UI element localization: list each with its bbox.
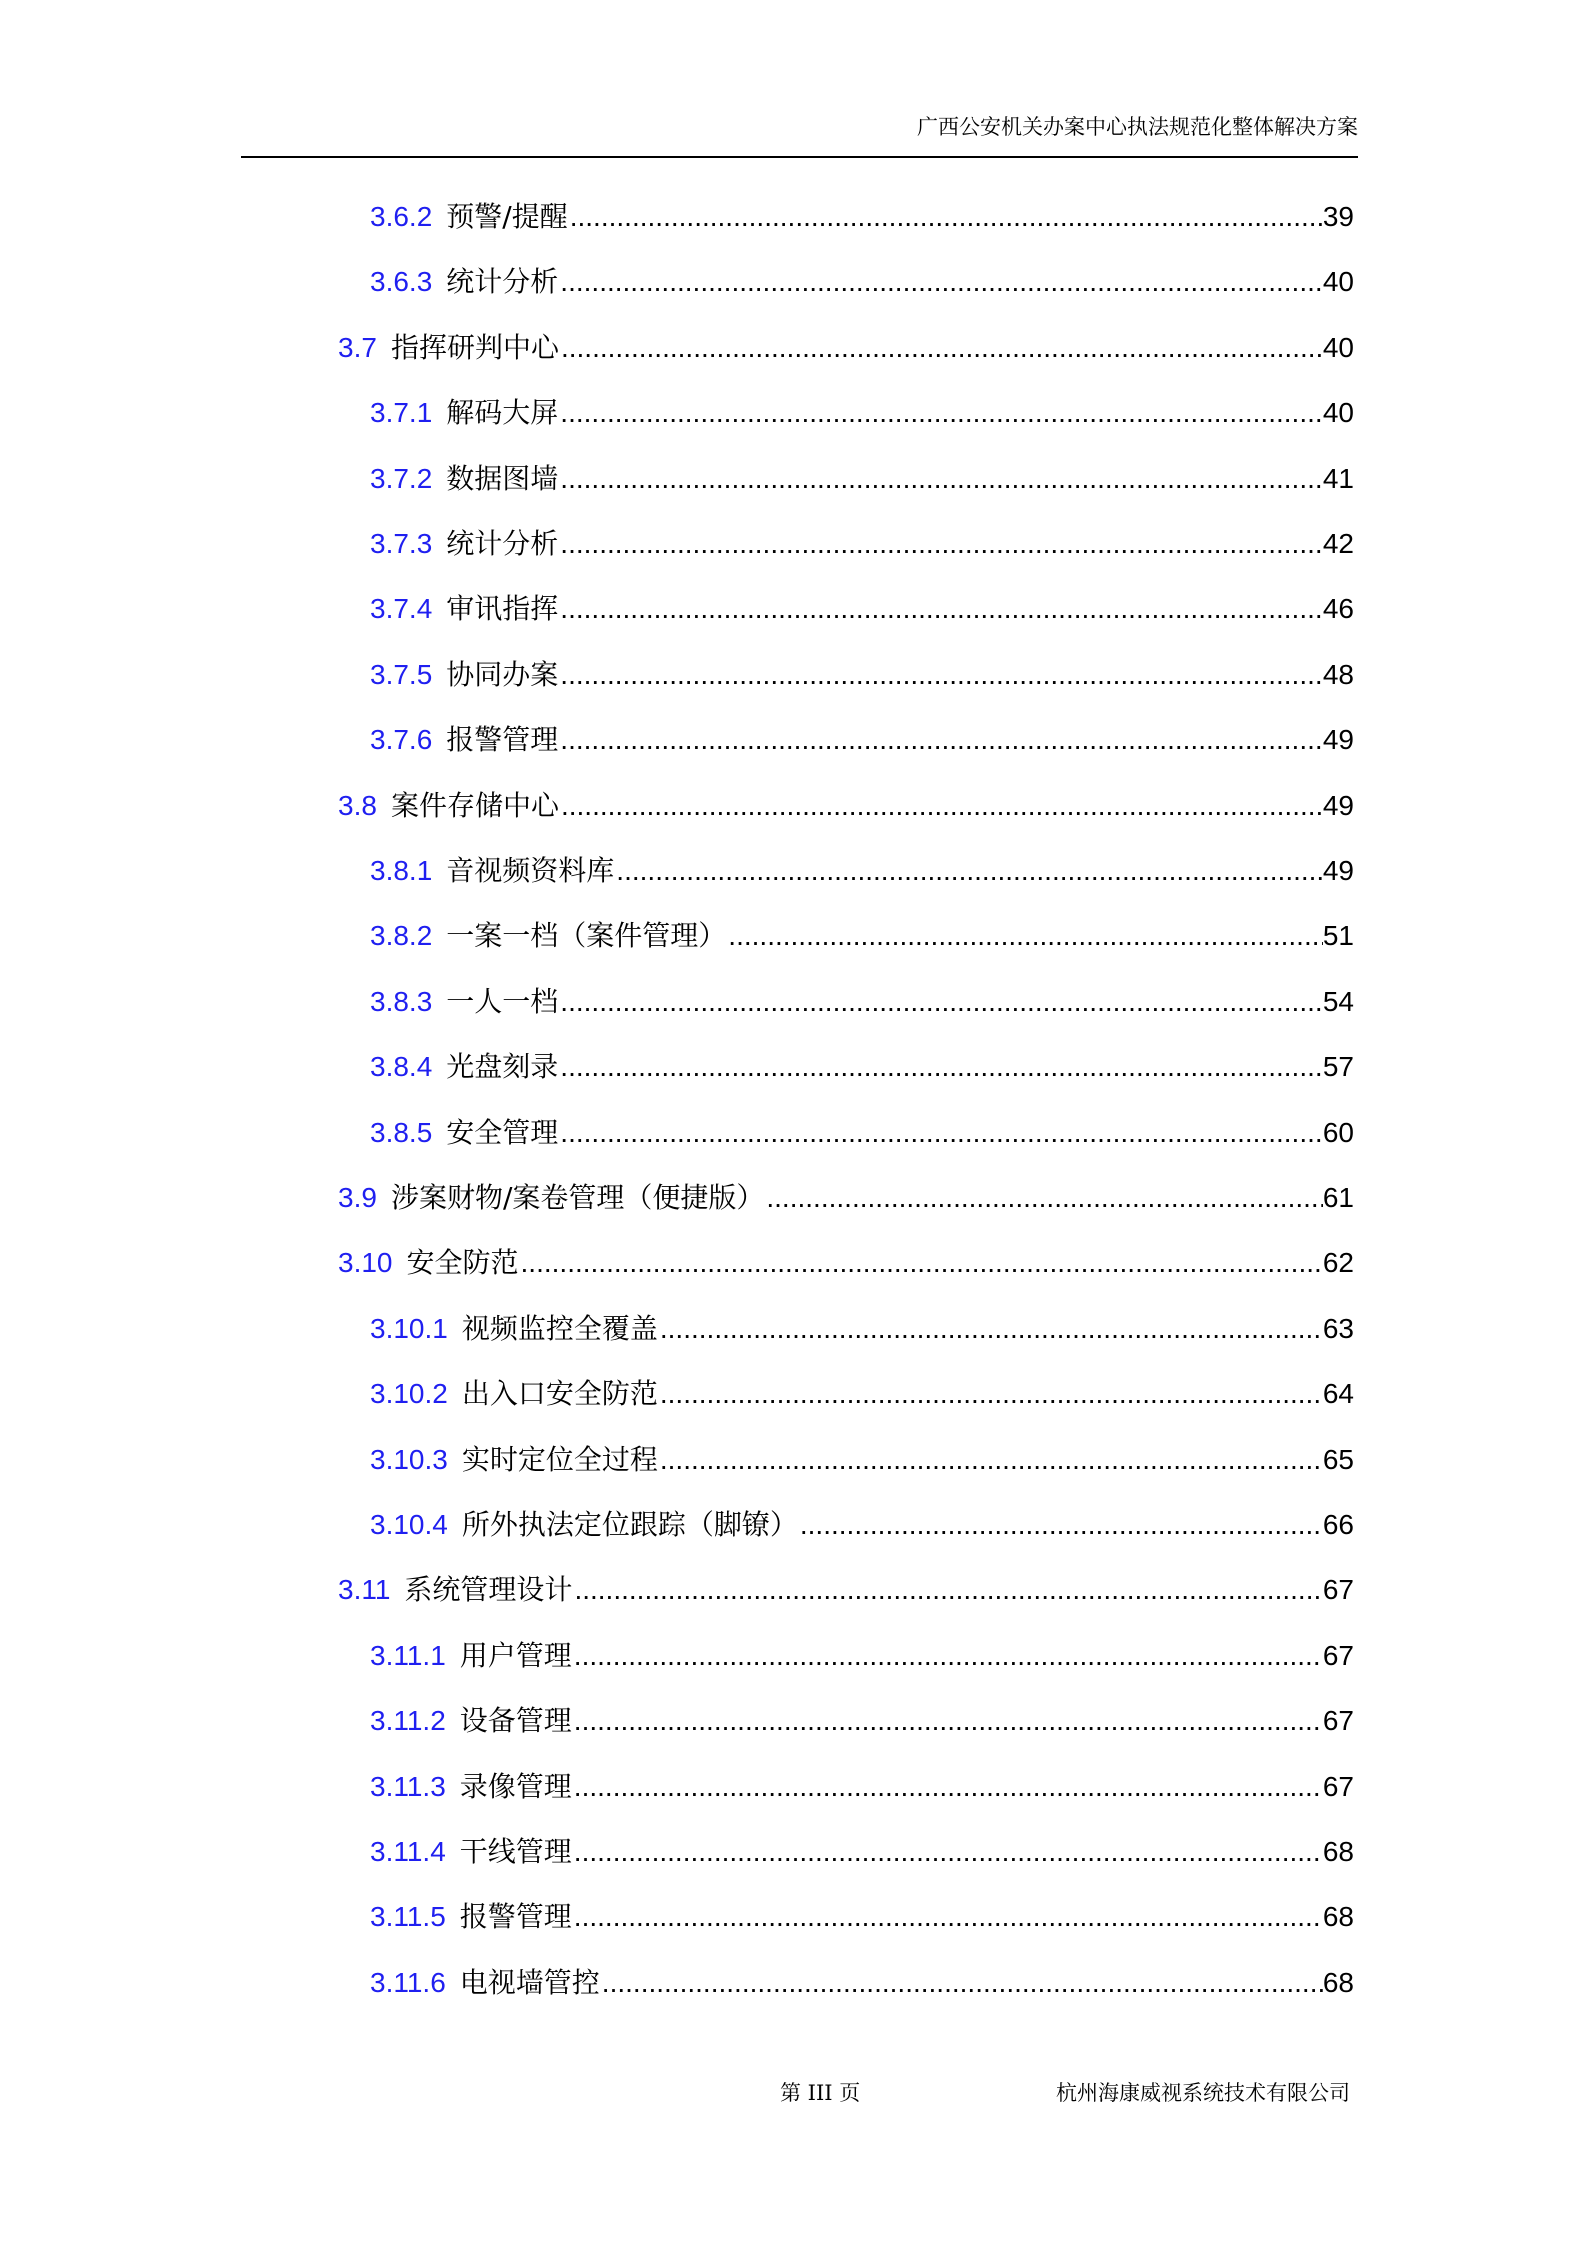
toc-entry-page[interactable]: 57 — [1322, 1051, 1354, 1082]
toc-entry-number[interactable]: 3.10 — [338, 1247, 393, 1278]
toc-entry-label[interactable]: 安全防范 — [406, 1246, 519, 1279]
toc-entry-page[interactable]: 61 — [1322, 1182, 1354, 1213]
toc-dot-leader — [558, 655, 1323, 695]
toc-entry-number[interactable]: 3.11.5 — [370, 1901, 446, 1932]
toc-entry-label[interactable]: 案件存储中心 — [390, 789, 559, 822]
toc-dot-leader — [558, 459, 1323, 499]
toc-entry-page[interactable]: 63 — [1322, 1313, 1354, 1344]
toc-entry[interactable] — [370, 1767, 1354, 1807]
toc-dot-leader — [572, 1832, 1323, 1872]
toc-entry-number[interactable]: 3.11 — [338, 1574, 391, 1605]
toc-entry-number[interactable]: 3.8 — [338, 790, 377, 821]
toc-dot-leader — [558, 589, 1323, 629]
toc-entry-label[interactable]: 统计分析 — [446, 527, 559, 560]
toc-entry[interactable] — [370, 589, 1354, 629]
toc-entry-label[interactable]: 干线管理 — [459, 1835, 572, 1868]
toc-dot-leader — [658, 1309, 1323, 1349]
toc-entry-page[interactable]: 40 — [1322, 266, 1354, 297]
toc-dot-leader — [572, 1636, 1323, 1676]
toc-dot-leader — [614, 851, 1323, 891]
toc-entry[interactable] — [370, 1897, 1354, 1937]
toc-entry[interactable] — [338, 1178, 1354, 1218]
toc-entry[interactable] — [370, 524, 1354, 564]
toc-dot-leader — [658, 1374, 1323, 1414]
toc-entry[interactable] — [370, 1440, 1354, 1480]
toc-entry-label[interactable]: 报警管理 — [459, 1900, 572, 1933]
toc-entry-page[interactable]: 49 — [1322, 724, 1354, 755]
toc-entry-page[interactable]: 67 — [1322, 1640, 1354, 1671]
company-name: 杭州海康威视系统技术有限公司 — [1056, 2081, 1350, 2105]
toc-entry[interactable] — [370, 720, 1354, 760]
toc-entry-page[interactable]: 66 — [1322, 1509, 1354, 1540]
toc-entry-page[interactable]: 64 — [1322, 1378, 1354, 1409]
toc-entry-number[interactable]: 3.11.4 — [370, 1836, 446, 1867]
toc-entry-page[interactable]: 40 — [1322, 397, 1354, 428]
toc-entry-label[interactable]: 报警管理 — [446, 723, 559, 756]
toc-dot-leader — [559, 328, 1323, 368]
toc-entry-number[interactable]: 3.11.3 — [370, 1771, 446, 1802]
toc-entry-number[interactable]: 3.7 — [338, 332, 377, 363]
toc-entry[interactable] — [338, 1243, 1354, 1283]
toc-dot-leader — [572, 1897, 1323, 1937]
toc-entry-number[interactable]: 3.8.5 — [370, 1117, 433, 1148]
toc-dot-leader — [764, 1178, 1322, 1218]
toc-dot-leader — [600, 1963, 1323, 2003]
toc-entry-label[interactable]: 统计分析 — [446, 265, 559, 298]
toc-dot-leader — [658, 1440, 1323, 1480]
toc-entry-label[interactable]: 审讯指挥 — [446, 592, 559, 625]
toc-entry[interactable] — [370, 1963, 1354, 2003]
toc-entry-label[interactable]: 一案一档（案件管理） — [446, 919, 727, 952]
toc-entry[interactable] — [338, 1570, 1354, 1610]
toc-entry-number[interactable]: 3.7.5 — [370, 659, 433, 690]
toc-entry-label[interactable]: 电视墙管控 — [459, 1966, 600, 1999]
page-footer — [0, 2078, 1587, 2118]
toc-entry-number[interactable]: 3.10.3 — [370, 1444, 448, 1475]
toc-entry-page[interactable]: 39 — [1322, 201, 1354, 232]
toc-entry-number[interactable]: 3.7.2 — [370, 463, 433, 494]
toc-entry-number[interactable]: 3.10.2 — [370, 1378, 448, 1409]
toc-dot-leader — [798, 1505, 1323, 1545]
toc-entry-label[interactable]: 解码大屏 — [446, 396, 559, 429]
toc-entry-page[interactable]: 68 — [1322, 1967, 1354, 1998]
toc-entry-label[interactable]: 安全管理 — [446, 1116, 559, 1149]
toc-entry-page[interactable]: 67 — [1322, 1705, 1354, 1736]
toc-entry[interactable] — [370, 393, 1354, 433]
toc-dot-leader — [568, 197, 1323, 237]
toc-entry-label[interactable]: 预警/提醒 — [446, 200, 568, 233]
toc-entry-label[interactable]: 用户管理 — [459, 1639, 572, 1672]
document-title: 广西公安机关办案中心执法规范化整体解决方案 — [917, 115, 1358, 139]
toc-entry-number[interactable]: 3.7.3 — [370, 528, 433, 559]
page-header — [241, 102, 1358, 158]
toc-entry-label[interactable]: 一人一档 — [446, 985, 559, 1018]
toc-entry[interactable] — [370, 1047, 1354, 1087]
toc-dot-leader — [519, 1243, 1323, 1283]
toc-entry-page[interactable]: 51 — [1322, 920, 1354, 951]
toc-entry-label[interactable]: 设备管理 — [459, 1704, 572, 1737]
toc-dot-leader — [558, 524, 1323, 564]
toc-entry-page[interactable]: 65 — [1322, 1444, 1354, 1475]
toc-entry-number[interactable]: 3.9 — [338, 1182, 377, 1213]
toc-entry-number[interactable]: 3.8.3 — [370, 986, 433, 1017]
toc-dot-leader — [558, 262, 1323, 302]
toc-entry-page[interactable]: 68 — [1322, 1901, 1354, 1932]
toc-entry[interactable] — [370, 851, 1354, 891]
toc-entry-page[interactable]: 60 — [1322, 1117, 1354, 1148]
toc-entry[interactable] — [370, 1832, 1354, 1872]
toc-dot-leader — [558, 1113, 1323, 1153]
toc-entry[interactable] — [370, 197, 1354, 237]
toc-entry-page[interactable]: 49 — [1322, 855, 1354, 886]
toc-entry-number[interactable]: 3.11.2 — [370, 1705, 446, 1736]
toc-entry-page[interactable]: 40 — [1322, 332, 1354, 363]
toc-entry[interactable] — [338, 786, 1354, 826]
toc-entry-number[interactable]: 3.10.1 — [370, 1313, 448, 1344]
toc-entry[interactable] — [338, 328, 1354, 368]
toc-entry-label[interactable]: 指挥研判中心 — [390, 331, 559, 364]
toc-entry[interactable] — [370, 262, 1354, 302]
toc-dot-leader — [572, 1701, 1323, 1741]
toc-dot-leader — [572, 1570, 1322, 1610]
toc-entry-number[interactable]: 3.11.6 — [370, 1967, 446, 1998]
toc-entry[interactable] — [370, 1374, 1354, 1414]
toc-entry-label[interactable]: 涉案财物/案卷管理（便捷版） — [390, 1181, 765, 1214]
toc-entry[interactable] — [370, 459, 1354, 499]
toc-entry[interactable] — [370, 1113, 1354, 1153]
toc-entry-page[interactable]: 48 — [1322, 659, 1354, 690]
toc-dot-leader — [559, 786, 1323, 826]
toc-entry-number[interactable]: 3.8.1 — [370, 855, 433, 886]
toc-entry[interactable] — [370, 1636, 1354, 1676]
toc-entry-label[interactable]: 录像管理 — [459, 1770, 572, 1803]
toc-entry-label[interactable]: 系统管理设计 — [404, 1573, 573, 1606]
toc-entry-number[interactable]: 3.6.3 — [370, 266, 433, 297]
toc-entry[interactable] — [370, 655, 1354, 695]
toc-entry-page[interactable]: 67 — [1322, 1574, 1354, 1605]
toc-entry[interactable] — [370, 1505, 1354, 1545]
toc-entry-page[interactable]: 62 — [1322, 1247, 1354, 1278]
toc-entry-number[interactable]: 3.11.1 — [370, 1640, 446, 1671]
toc-entry-label[interactable]: 数据图墙 — [446, 462, 559, 495]
toc-entry-number[interactable]: 3.7.4 — [370, 593, 433, 624]
toc-dot-leader — [558, 1047, 1323, 1087]
toc-entry-label[interactable]: 出入口安全防范 — [461, 1377, 658, 1410]
toc-entry[interactable] — [370, 982, 1354, 1022]
toc-entry[interactable] — [370, 916, 1354, 956]
toc-entry-number[interactable]: 3.8.4 — [370, 1051, 433, 1082]
toc-dot-leader — [572, 1767, 1323, 1807]
toc-entry-page[interactable]: 49 — [1322, 790, 1354, 821]
toc-entry[interactable] — [370, 1701, 1354, 1741]
toc-entry-number[interactable]: 3.7.6 — [370, 724, 433, 755]
toc-entry-label[interactable]: 光盘刻录 — [446, 1050, 559, 1083]
toc-entry-label[interactable]: 视频监控全覆盖 — [461, 1312, 658, 1345]
toc-entry[interactable] — [370, 1309, 1354, 1349]
toc-entry-number[interactable]: 3.6.2 — [370, 201, 433, 232]
toc-entry-number[interactable]: 3.7.1 — [370, 397, 433, 428]
toc-entry-label[interactable]: 所外执法定位跟踪（脚镣） — [461, 1508, 798, 1541]
toc-entry-page[interactable]: 68 — [1322, 1836, 1354, 1867]
toc-entry-page[interactable]: 41 — [1322, 463, 1354, 494]
toc-dot-leader — [558, 982, 1323, 1022]
toc-entry-page[interactable]: 67 — [1322, 1771, 1354, 1802]
toc-dot-leader — [558, 720, 1323, 760]
toc-dot-leader — [726, 916, 1323, 956]
toc-entry-label[interactable]: 音视频资料库 — [446, 854, 615, 887]
toc-dot-leader — [558, 393, 1323, 433]
toc-entry-number[interactable]: 3.10.4 — [370, 1509, 448, 1540]
toc-entry-number[interactable]: 3.8.2 — [370, 920, 433, 951]
toc-entry-page[interactable]: 54 — [1322, 986, 1354, 1017]
toc-entry-page[interactable]: 42 — [1322, 528, 1354, 559]
toc-entry-page[interactable]: 46 — [1322, 593, 1354, 624]
toc-entry-label[interactable]: 实时定位全过程 — [461, 1443, 658, 1476]
toc-entry-label[interactable]: 协同办案 — [446, 658, 559, 691]
page-number: 第 III 页 — [780, 2081, 861, 2105]
